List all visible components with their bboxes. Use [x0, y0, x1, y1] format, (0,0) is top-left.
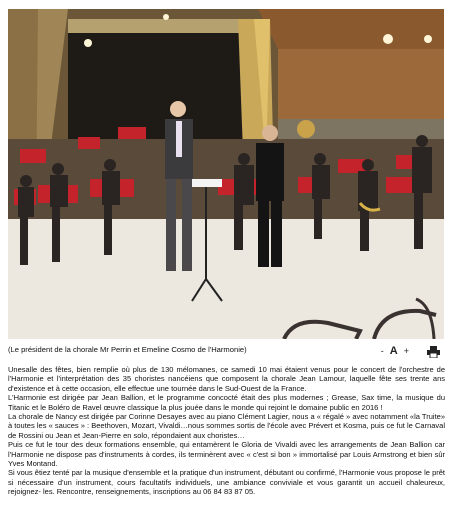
- article-paragraph: L'Harmonie est dirigée par Jean Ballion, et le programme concocté était des plus modernes ; Grease, Sax time, la musique du Titanic et le Boléro de Ravel œuvre classique la plus jouée dans le monde qui rejoint le domaine public en 2016 !: [8, 393, 445, 412]
- article-paragraph: La chorale de Nancy est dirigée par Corinne Desayes avec au piano Clément Lagier, nous a « régalé » avec notamment «la Truite» à toutes les « sauces » : Beethoven, Mozart, Vivaldi…nous sommes sortis de l'école avec Prévert et Kosma, puis ce fut le Carnaval de Rossini ou Jean et Jean-Pierre en solo, répondaient aux choristes…: [8, 412, 445, 440]
- caption-bar: [8, 344, 444, 360]
- decrease-font-button[interactable]: -: [380, 346, 384, 356]
- text-tools: [381, 343, 440, 359]
- article-paragraph: Puis ce fut le tour des deux formations ensemble, qui entamèrent le Gloria de Vivaldi avec les arrangements de Jean Ballion car l'Harmonie ne dispose pas d'instruments à cordes, ils terminèrent avec « c'est si bon » immortalisé par Louis Armstrong et bien sûr Yves Montand.: [8, 440, 445, 469]
- printer-icon[interactable]: [427, 345, 440, 357]
- photo-caption: (Le président de la chorale Mr Perrin et Emeline Cosmo de l'Harmonie): [8, 345, 247, 354]
- font-size-label: A: [389, 345, 398, 357]
- article-body: [8, 365, 445, 497]
- increase-font-button[interactable]: +: [403, 346, 409, 356]
- concert-photo-drawing: [8, 9, 444, 339]
- article-paragraph: Si vous êtiez tenté par la musique d'ensemble et la pratique d'un instrument, débutant ou confirmé, l'Harmonie vous propose le prêt si nécessaire d'un instrument, cours facultatifs individuels, une ambiance conviviale et vous garantit un accueil chaleureux, rejoignez- les. Rencontre, renseignements, inscriptions au 06 84 83 87 05.: [8, 468, 445, 497]
- article-paragraph: Unesalle des fêtes, bien remplie où plus de 130 mélomanes, ce samedi 10 mai étaient venus pour le concert de l'orchestre de l'Harmonie et l'interprétation des 35 choristes nancéiens que composent la chorale Jean Lamour, laquelle fête ses trente ans d'existence et à cette occasion, elle effectue une tournée dans le Sud-Ouest de la France.: [8, 365, 445, 393]
- concert-photo: [8, 9, 444, 339]
